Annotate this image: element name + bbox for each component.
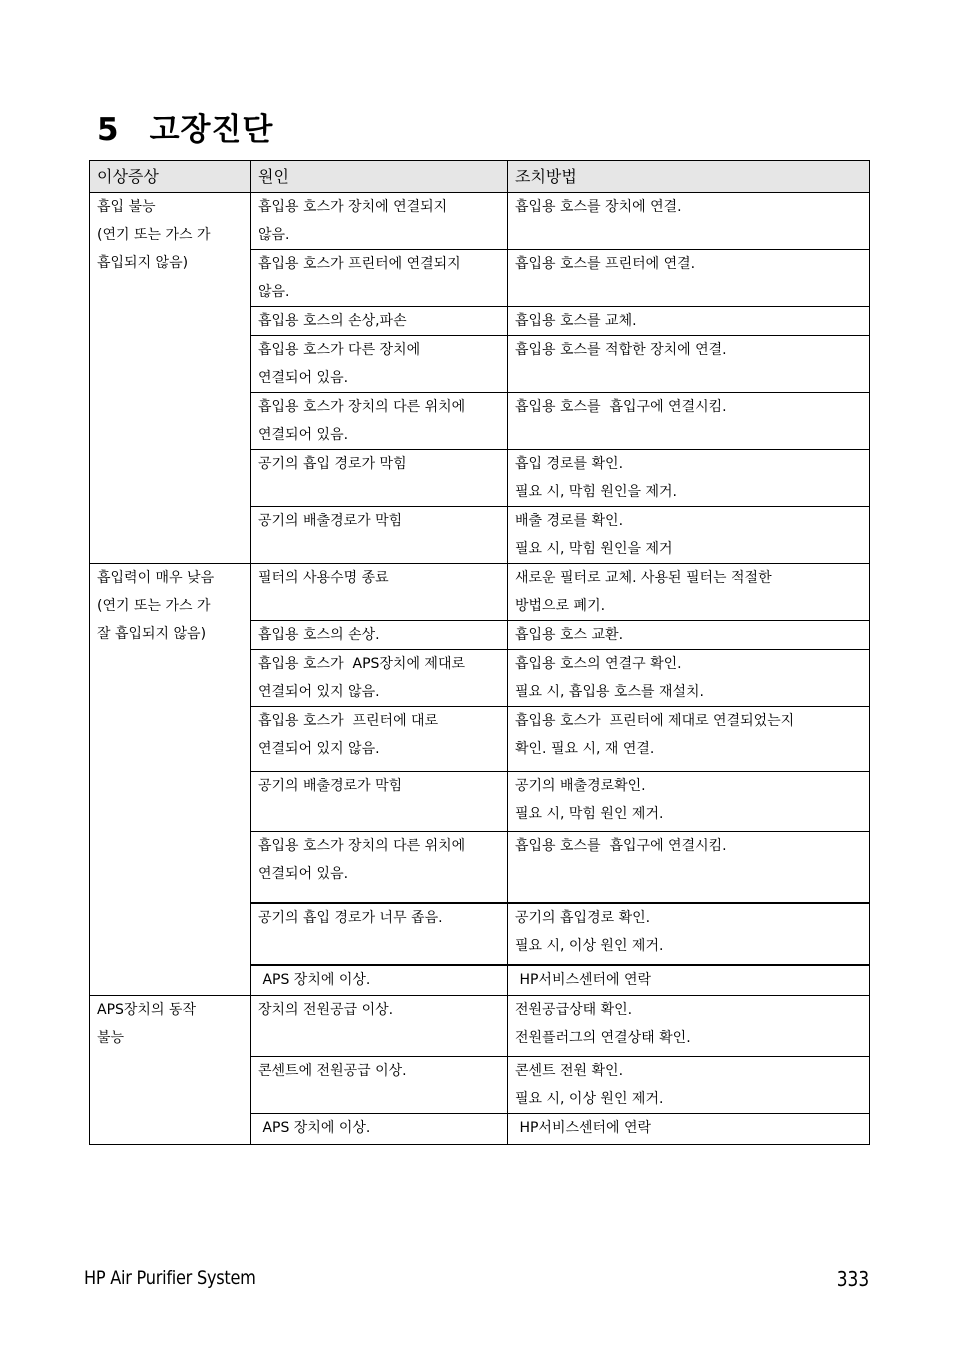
cause-text: 흡입용 호스가 프린터에 연결되지: [258, 256, 461, 272]
action-text: 필요 시, 이상 원인 제거.: [515, 937, 664, 954]
action-cell: [508, 996, 870, 1057]
cause-text: 필터의 사용수명 종료: [258, 570, 389, 586]
action-text: 새로운 필터로 교체. 사용된 필터는 적절한: [515, 570, 772, 586]
table-row: [90, 564, 870, 621]
action-text: 흡입용 호스가 프린터에 제대로 연결되었는지: [515, 713, 795, 729]
action-cell: [508, 336, 870, 393]
symptom-cell: [90, 564, 251, 996]
cause-text: 공기의 배출경로가 막힘: [258, 778, 403, 794]
action-cell: [508, 307, 870, 336]
table-row: [90, 193, 870, 250]
action-cell: [508, 250, 870, 307]
action-text: 필요 시, 막힘 원인 제거.: [515, 806, 664, 822]
action-text: 흡입용 호스 교환.: [515, 627, 624, 643]
cause-text: 공기의 흡입 경로가 막힘: [258, 456, 407, 472]
cause-text: 흡입용 호스가 APS장치에 제대로: [258, 656, 465, 672]
action-text: 방법으로 폐기.: [515, 598, 606, 614]
cause-cell: [251, 621, 508, 650]
page-title: [97, 104, 273, 149]
section-number: 5: [97, 112, 120, 148]
cause-text: 흡입용 호스가 다른 장치에: [258, 342, 421, 358]
symptom-text: 흡입되지 않음): [97, 255, 189, 271]
cause-cell: [251, 1114, 508, 1145]
cause-cell: [251, 1057, 508, 1114]
cause-cell: [251, 336, 508, 393]
footer-product-name: HP Air Purifier System: [84, 1267, 256, 1289]
cause-text: 연결되어 있음.: [258, 370, 349, 386]
cause-text: 흡입용 호스가 장치의 다른 위치에: [258, 399, 466, 415]
action-cell: [508, 903, 870, 965]
action-text: 흡입용 호스를 흡입구에 연결시킴.: [515, 838, 727, 854]
action-cell: [508, 507, 870, 564]
cause-text: 흡입용 호스의 손상,파손: [258, 313, 407, 329]
action-cell: [508, 965, 870, 996]
symptom-text: 흡입력이 매우 낮음: [97, 570, 215, 586]
cause-text: APS 장치에 이상.: [258, 971, 371, 988]
symptom-cell: [90, 996, 251, 1145]
cause-cell: [251, 450, 508, 507]
header-action: 조치방법: [508, 161, 870, 193]
table-header-row: [90, 161, 870, 193]
cause-text: APS 장치에 이상.: [258, 1120, 371, 1136]
action-text: HP서비스센터에 연락: [515, 1120, 652, 1136]
action-text: 공기의 배출경로확인.: [515, 778, 646, 794]
symptom-text: APS장치의 동작: [97, 1002, 196, 1018]
cause-text: 않음.: [258, 284, 290, 300]
header-cause: 원인: [251, 161, 508, 193]
cause-text: 공기의 배출경로가 막힘: [258, 513, 403, 529]
action-text: 흡입용 호스를 장치에 연결.: [515, 199, 682, 215]
cause-text: 흡입용 호스가 장치에 연결되지: [258, 199, 448, 215]
action-cell: [508, 193, 870, 250]
section-title: 고장진단: [149, 112, 274, 148]
cause-cell: [251, 564, 508, 621]
cause-text: 콘센트에 전원공급 이상.: [258, 1063, 407, 1079]
action-text: 공기의 흡입경로 확인.: [515, 909, 651, 926]
action-text: 필요 시, 흡입용 호스를 재설치.: [515, 684, 704, 700]
cause-cell: [251, 707, 508, 772]
cause-cell: [251, 507, 508, 564]
action-cell: [508, 450, 870, 507]
action-text: 흡입용 호스를 흡입구에 연결시킴.: [515, 399, 727, 415]
cause-cell: [251, 307, 508, 336]
action-cell: [508, 621, 870, 650]
cause-text: 연결되어 있음.: [258, 427, 349, 443]
table-row: [90, 996, 870, 1057]
cause-cell: [251, 650, 508, 707]
action-text: 콘센트 전원 확인.: [515, 1063, 624, 1079]
action-cell: [508, 1114, 870, 1145]
symptom-text: 불능: [97, 1030, 125, 1046]
action-cell: [508, 564, 870, 621]
action-text: 흡입용 호스를 프린터에 연결.: [515, 256, 696, 272]
action-text: 흡입 경로를 확인.: [515, 456, 624, 472]
table-body: [90, 193, 870, 1145]
action-cell: [508, 393, 870, 450]
cause-text: 흡입용 호스가 프린터에 대로: [258, 713, 439, 729]
cause-cell: [251, 965, 508, 996]
cause-text: 연결되어 있지 않음.: [258, 684, 380, 700]
symptom-text: (연기 또는 가스 가: [97, 227, 211, 243]
action-cell: [508, 1057, 870, 1114]
cause-cell: [251, 193, 508, 250]
action-text: 흡입용 호스를 교체.: [515, 313, 637, 329]
cause-cell: [251, 772, 508, 832]
symptom-text: 흡입 불능: [97, 199, 156, 215]
cause-text: 않음.: [258, 227, 290, 243]
action-text: 전원공급상태 확인.: [515, 1002, 633, 1018]
action-text: HP서비스센터에 연락: [515, 971, 652, 988]
cause-text: 흡입용 호스의 손상.: [258, 627, 380, 643]
cause-text: 장치의 전원공급 이상.: [258, 1002, 394, 1018]
cause-cell: [251, 832, 508, 903]
symptom-text: 잘 흡입되지 않음): [97, 626, 207, 642]
header-symptom: 이상증상: [90, 161, 251, 193]
cause-cell: [251, 903, 508, 965]
action-cell: [508, 650, 870, 707]
troubleshooting-table: [89, 160, 870, 1145]
cause-text: 연결되어 있지 않음.: [258, 741, 380, 757]
symptom-cell: [90, 193, 251, 564]
cause-text: 흡입용 호스가 장치의 다른 위치에: [258, 838, 466, 854]
cause-cell: [251, 996, 508, 1057]
symptom-text: (연기 또는 가스 가: [97, 598, 211, 614]
action-text: 확인. 필요 시, 재 연결.: [515, 741, 655, 757]
cause-text: 연결되어 있음.: [258, 866, 349, 882]
action-text: 배출 경로를 확인.: [515, 513, 624, 529]
action-text: 전원플러그의 연결상태 확인.: [515, 1030, 691, 1046]
action-text: 흡입용 호스의 연결구 확인.: [515, 656, 682, 672]
cause-cell: [251, 250, 508, 307]
action-text: 필요 시, 이상 원인 제거.: [515, 1091, 664, 1107]
action-text: 흡입용 호스를 적합한 장치에 연결.: [515, 342, 727, 358]
action-cell: [508, 707, 870, 772]
cause-text: 공기의 흡입 경로가 너무 좁음.: [258, 909, 443, 926]
action-cell: [508, 772, 870, 832]
action-text: 필요 시, 막힘 원인을 제거: [515, 541, 673, 557]
footer-page-number: 333: [836, 1267, 869, 1291]
cause-cell: [251, 393, 508, 450]
action-text: 필요 시, 막힘 원인을 제거.: [515, 484, 677, 500]
action-cell: [508, 832, 870, 903]
